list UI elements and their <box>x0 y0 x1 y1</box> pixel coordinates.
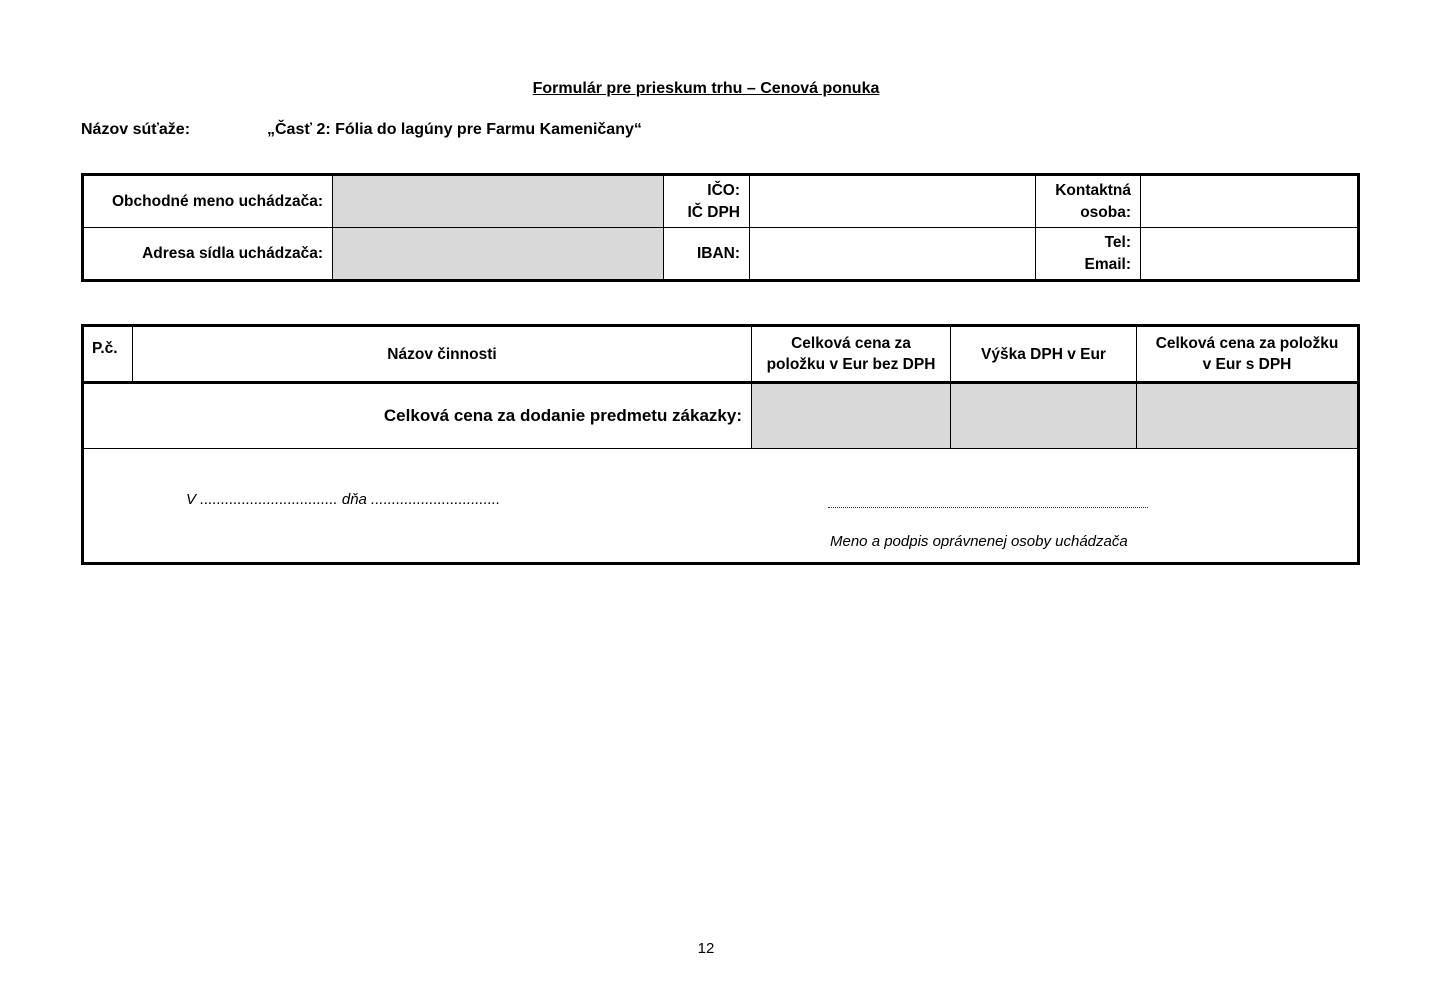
header-vat: Výška DPH v Eur <box>951 326 1137 383</box>
header-price-without-vat-line1: Celková cena za <box>791 335 911 352</box>
tel-label: Tel: <box>1104 233 1131 251</box>
header-price-with-vat <box>1137 326 1359 383</box>
header-activity: Názov činnosti <box>133 326 752 383</box>
company-name-field[interactable] <box>333 175 664 228</box>
contest-name: „Časť 2: Fólia do lagúny pre Farmu Kameničany“ <box>267 121 642 138</box>
header-number: P.č. <box>83 326 133 383</box>
contact-label-line1: Kontaktná <box>1055 181 1131 199</box>
contact-person-field[interactable] <box>1141 175 1359 228</box>
ico-label <box>664 175 750 228</box>
price-table <box>81 324 1360 565</box>
table-row <box>83 175 1359 228</box>
total-price-with-vat-field[interactable] <box>1137 383 1359 449</box>
header-price-with-vat-line2: v Eur s DPH <box>1202 356 1292 373</box>
iban-field[interactable] <box>750 228 1036 281</box>
total-label: Celková cena za dodanie predmetu zákazky: <box>83 383 752 449</box>
ico-field[interactable] <box>750 175 1036 228</box>
company-name-label: Obchodné meno uchádzača: <box>83 175 333 228</box>
total-row <box>83 383 1359 449</box>
table-header-row <box>83 326 1359 383</box>
contact-label-line2: osoba: <box>1080 203 1131 221</box>
header-price-without-vat <box>752 326 951 383</box>
ic-dph-label-text: IČ DPH <box>687 203 740 221</box>
header-price-with-vat-line1: Celková cena za položku <box>1155 335 1339 352</box>
place-date-line[interactable]: V ................................. dňa ............................... <box>186 491 501 508</box>
total-price-without-vat-field[interactable] <box>752 383 951 449</box>
tel-email-field[interactable] <box>1141 228 1359 281</box>
signature-label: Meno a podpis oprávnenej osoby uchádzača <box>830 533 1128 550</box>
tel-email-label <box>1036 228 1141 281</box>
contest-label: Názov súťaže: <box>81 121 191 138</box>
bidder-info-table <box>81 173 1360 282</box>
contact-person-label <box>1036 175 1141 228</box>
iban-label: IBAN: <box>664 228 750 281</box>
total-vat-field[interactable] <box>951 383 1137 449</box>
address-label: Adresa sídla uchádzača: <box>83 228 333 281</box>
address-field[interactable] <box>333 228 664 281</box>
signature-cell <box>83 449 1359 564</box>
header-price-without-vat-line2: položku v Eur bez DPH <box>766 356 936 373</box>
page-number: 12 <box>697 940 715 957</box>
email-label: Email: <box>1084 255 1131 273</box>
form-title: Formulár pre prieskum trhu – Cenová ponuka <box>532 80 880 97</box>
ico-label-text: IČO: <box>707 181 740 199</box>
table-row <box>83 228 1359 281</box>
signature-line[interactable] <box>828 507 1148 508</box>
signature-row <box>83 449 1359 564</box>
